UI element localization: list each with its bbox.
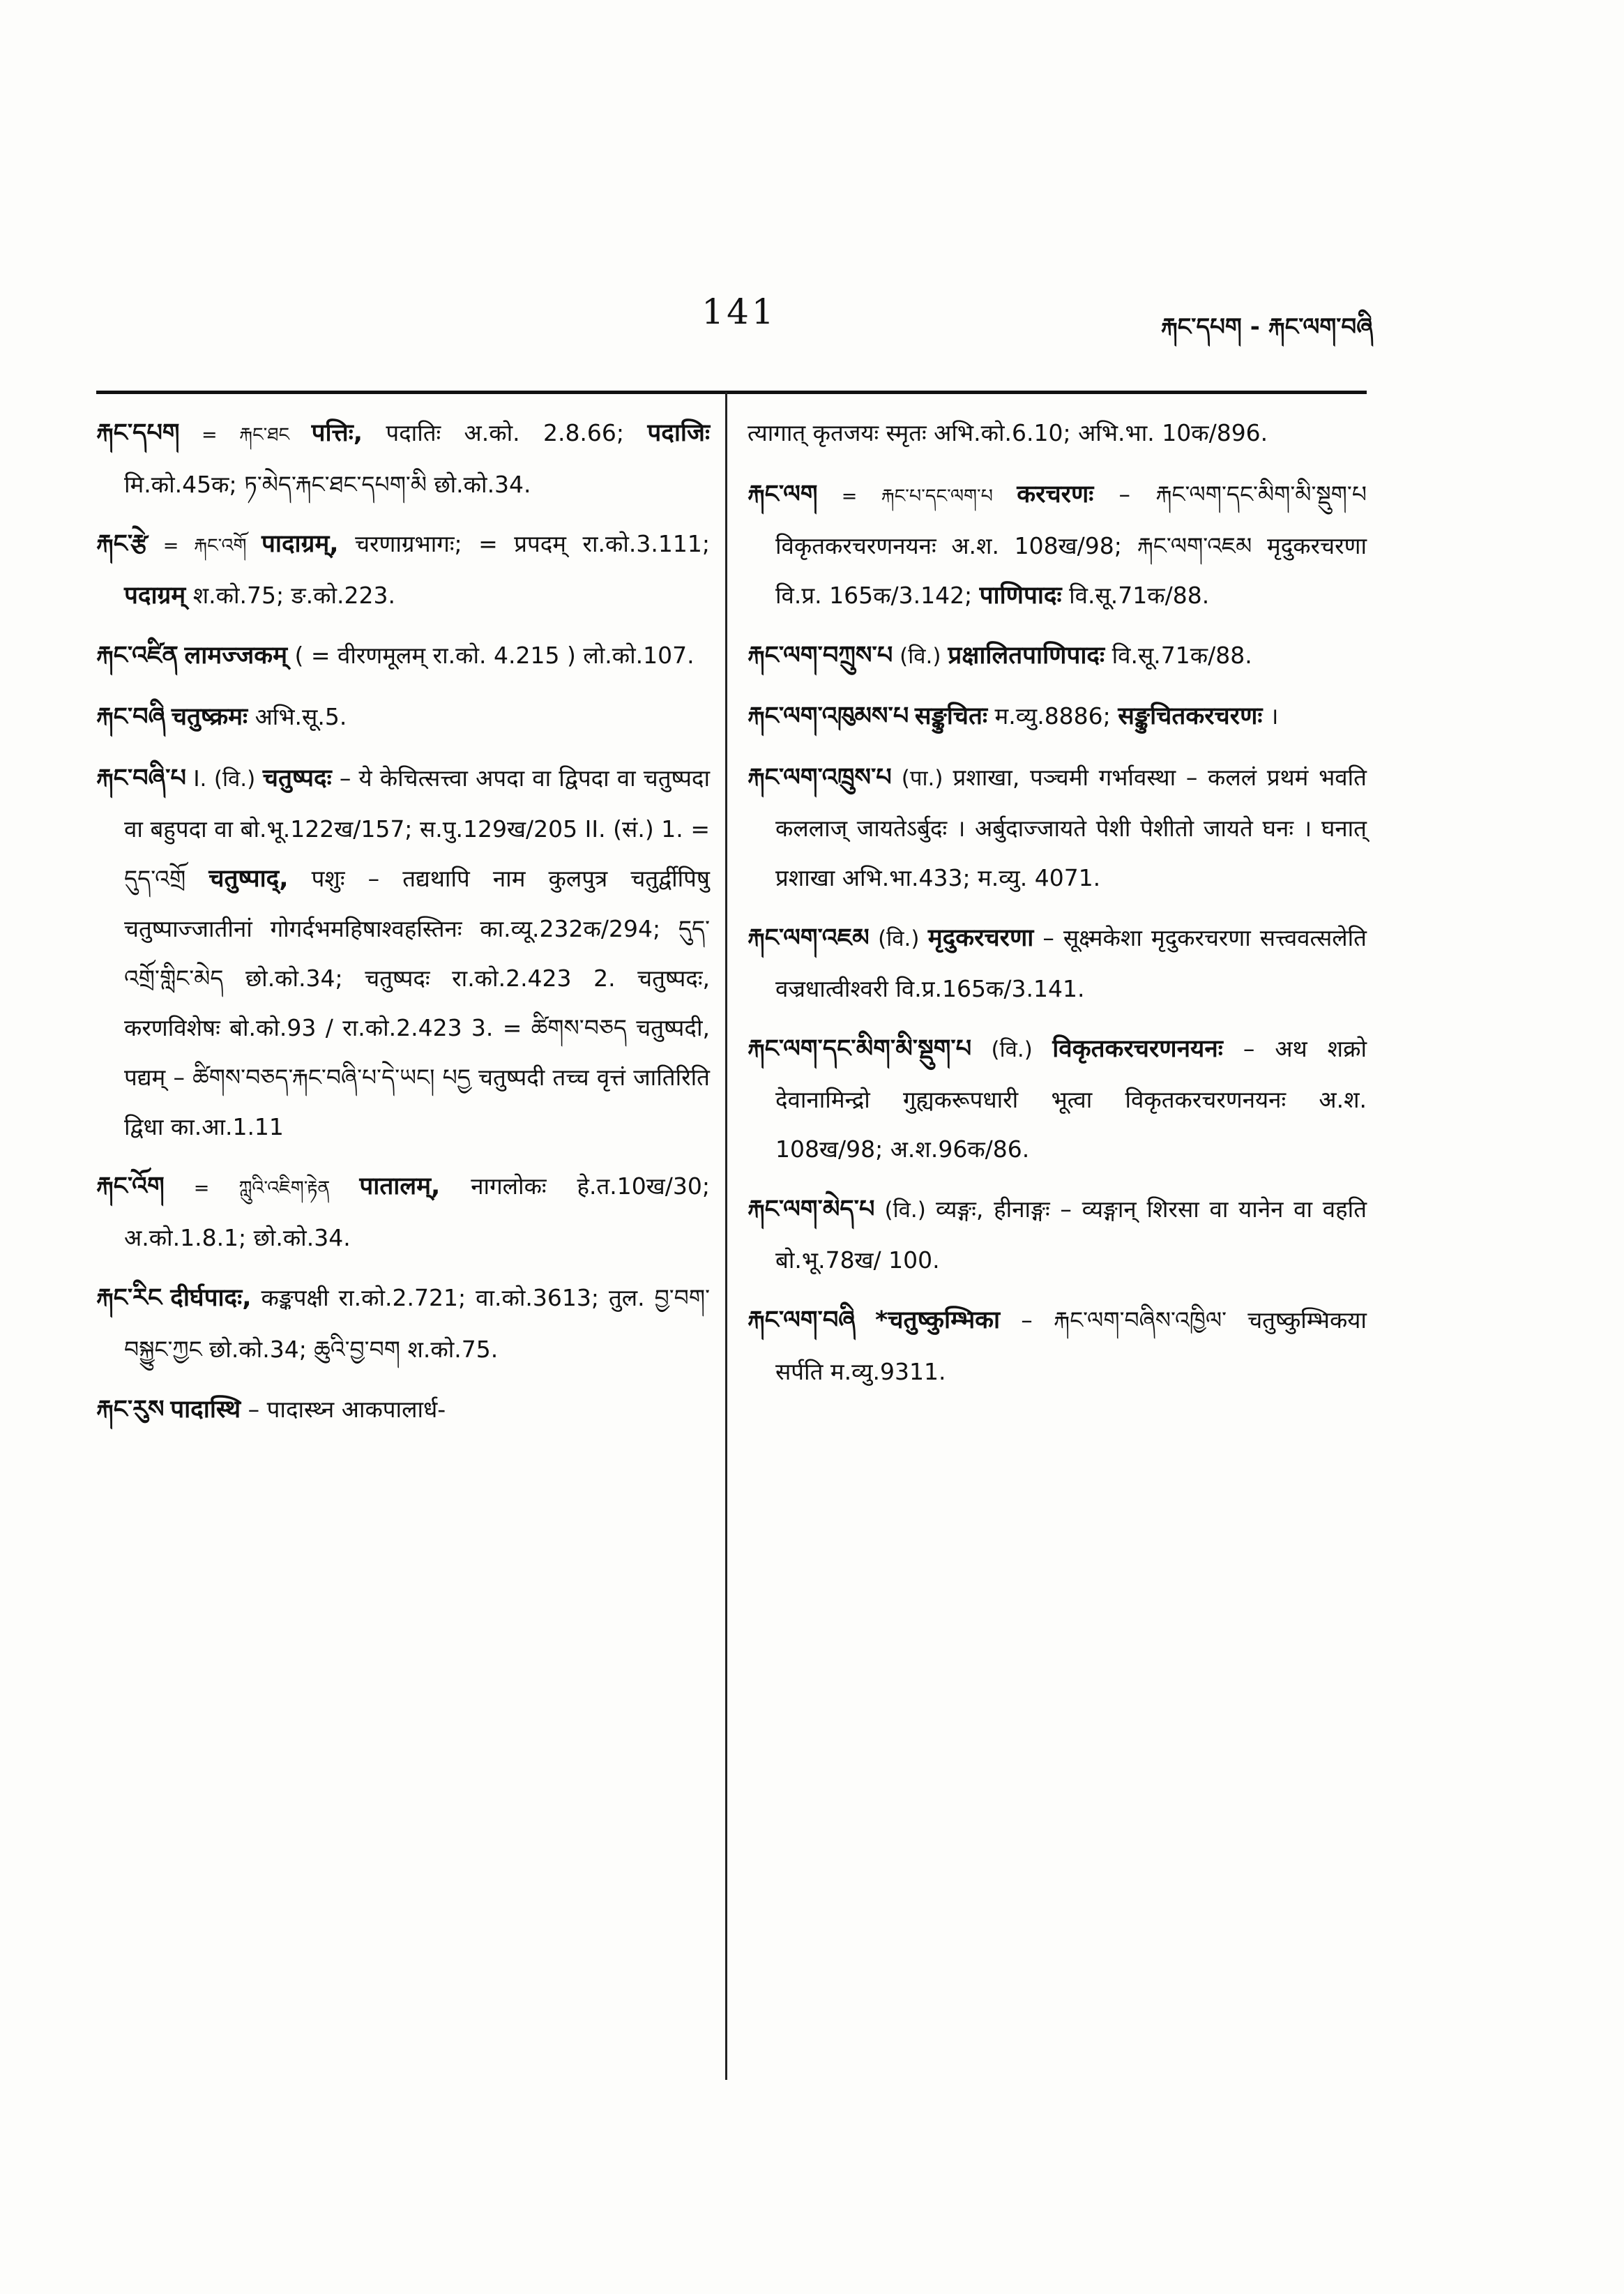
headword: རྐང་ལག་མེད་པ [748,1195,875,1223]
running-head: རྐང་དཔག - རྐང་ལག་བཞི [1160,313,1373,341]
sanskrit-term: विकृतकरचरणनयनः [1052,1035,1223,1063]
sanskrit-term: पादास्थि [170,1396,241,1424]
entry-part [909,707,915,729]
sanskrit-term: दीर्घपादः, [170,1284,252,1312]
sanskrit-term: चतुष्पदः [262,764,332,792]
headword: རྐང་རིང [96,1284,162,1312]
entry-part: लो.को.107. [583,642,695,669]
entry-part: पदातिः अ.को. 2.8.66; [363,419,648,446]
entry-part: । [1262,702,1279,730]
entry-part [856,1311,875,1333]
headword: རྐང་རྩེ [96,530,149,558]
entry-part: – རྐང་ལག་བཞིས་འཁྱིལ་ चतुष्कुम्भिकया सर्पति म.व्यु.9311. [775,1306,1367,1385]
entry-part: – ये केचित्सत्त्वा अपदा वा द्विपदा वा चतुष्पदा वा बहुपदा वा बो.भू.122ख/157; स.पु.129ख/205 II. (सं.) 1. = དུད་འགྲོ [124,764,711,892]
column-divider [725,392,727,2080]
entry-part: (वि.) [971,1037,1053,1062]
sanskrit-term: सङ्कुचितः [914,702,988,730]
headword: རྐང་ལག་བཞི [748,1306,856,1334]
sanskrit-term: पादाग्रम्, [261,530,339,558]
sanskrit-term: मृदुकरचरणा [927,924,1034,952]
entry-part: – पादास्थ्न आकपालार्ध- [241,1396,446,1423]
dictionary-entry [748,408,1367,460]
entry-part: अभि.सू.5. [248,703,347,730]
entry-part: मि.को.45क; ཏ་མེད་རྐང་ཐང་དཔག་མི छो.को.34. [124,471,531,498]
dictionary-entry [748,469,1367,621]
entry-part: – अथ शक्रो देवानामिन्द्रो गुह्यकरूपधारी भूत्वा विकृतकरचरणनयनः अ.श. 108ख/98; अ.श.96क/86. [775,1035,1367,1163]
headword: རྐང་ལག་བཀྲུས་པ [748,642,893,670]
headword: རྐང་དཔག [96,419,180,447]
dictionary-entry [748,1024,1367,1175]
sanskrit-term: पदाजिः [647,419,711,447]
left-column [96,408,710,1446]
entry-part: चरणाग्रभागः; = प्रपदम् रा.को.3.111; [338,530,710,557]
header-rule [96,391,1367,394]
entry-part [165,1401,171,1422]
dictionary-entry [96,753,710,1152]
sanskrit-term: पदाग्रम् [124,582,186,610]
entry-part: (वि.) [893,644,948,669]
entry-part: – རྐང་ལག་དང་མིག་མི་སྡུག་པ विकृतकरचरणनयनः अ.श. 108ख/98; རྐང་ལག་འཇམ मृदुकरचरणा वि.प्र. 165क/3.142; [775,481,1367,609]
headword: རྐང་འོག [96,1172,165,1200]
entry-part: (वि.) [874,1198,936,1223]
entry-part: वि.सू.71क/88. [1061,582,1210,609]
entry-part: (पा.) [891,766,953,791]
dictionary-entry [748,913,1367,1014]
headword: རྐང་ལག [748,481,818,508]
sanskrit-term: करचरणः [1017,481,1094,508]
headword: རྐང་ལག་འཁྲུས་པ [748,764,892,792]
entry-part: ( = वीरणमूलम् रा.को. 4.215 ) [287,642,584,669]
dictionary-entry [96,692,710,744]
entry-part: = རྐང་ཐང [179,424,312,446]
headword: རྐང་འཛིན [96,642,179,670]
headword: རྐང་ལག་དང་མིག་མི་སྡུག་པ [748,1035,972,1063]
entry-part: प्रशाखा, पञ्चमी गर्भावस्था – कललं प्रथमं भवति कललाज् जायतेऽर्बुदः । अर्बुदाज्जायते पेशी पेशीतो जायते घनः । घनात् प्रशाखा अभि.भा.433; म.व्यु. 4071. [775,764,1367,891]
entry-part [165,708,172,730]
entry-part: कङ्कपक्षी रा.को.2.721; वा.को.3613; तुल. བྱ་བག་བསྐྱུང་ཀྱང छो.को.34; ཆུའི་བྱ་བག श.को.75. [124,1284,710,1363]
entry-part: = རྐང་འགོ [148,535,262,557]
sanskrit-term: *चतुष्कुम्भिका [874,1306,1001,1334]
sanskrit-term: पातालम्, [359,1172,441,1200]
headword: རྐང་རུས [96,1396,165,1424]
entry-part: – सूक्ष्मकेशा मृदुकरचरणा सत्त्ववत्सलेति वज्रधात्वीश्वरी वि.प्र.165क/3.141. [775,924,1367,1002]
headword: རྐང་ལག་འཁུམས་པ [748,702,909,730]
sanskrit-term: सङ्कुचितकरचरणः [1118,702,1263,730]
headword: རྐང་བཞི [96,703,166,731]
sanskrit-term: चतुष्क्रमः [171,703,248,731]
entry-part: त्यागात् कृतजयः स्मृतः अभि.को.6.10; अभि.भा. 10क/896. [748,419,1268,446]
sanskrit-term: लामज्जकम् [184,642,288,670]
entry-part: = ཀླུའི་འཇིག་རྟེན [164,1177,360,1199]
entry-part: श.को.75; ङ.को.223. [185,582,395,609]
sanskrit-term: पत्तिः, [311,419,363,447]
dictionary-entry [748,1295,1367,1397]
sanskrit-term: प्रक्षालितपाणिपादः [948,642,1105,670]
sanskrit-term: पाणिपादः [979,582,1062,610]
entry-part: नागलोकः हे.त.10ख/30; अ.को.1.8.1; छो.को.34. [124,1172,710,1251]
entry-part: (वि.) [869,926,928,951]
dictionary-entry [96,519,710,621]
headword: རྐང་བཞི་པ [96,764,186,792]
dictionary-entry [748,1184,1367,1285]
dictionary-entry [748,691,1367,743]
entry-part: पशुः – तद्यथापि नाम कुलपुत्र चतुर्द्वीपिषु चतुष्पाज्जातीनां गोगर्दभमहिषाश्वहस्तिनः का.व्यू.232क/294; དུད་འགྲོ་གླིང་མེད छो.को.34; चतुष्पदः रा.को.2.423 2. चतुष्पदः, करणविशेषः बो.को.93 / रा.को.2.423 3. = ཚིགས་བཅད चतुष्पदी, पद्यम् – ཚིགས་བཅད་རྐང་བཞི་པ་དེ་ཡང། པདྱ चतुष्पदी तच्च वृत्तं जातिरिति द्विधा का.आ.1.11 [124,865,710,1140]
right-column [748,408,1367,1407]
dictionary-entry [96,1161,710,1263]
dictionary-entry [96,408,710,509]
entry-part: = རྐང་པ་དང་ལག་པ [817,485,1017,507]
entry-part: व्यङ्गः, हीनाङ्गः – व्यङ्गान् शिरसा वा यानेन वा वहति बो.भू.78ख/ 100. [775,1195,1367,1274]
dictionary-entry [96,1384,710,1436]
headword: རྐང་ལག་འཇམ [748,924,870,952]
entry-part: वि.सू.71क/88. [1105,642,1252,669]
dictionary-entry [96,631,710,682]
dictionary-entry [748,753,1367,903]
page-number: 141 [701,292,777,332]
sanskrit-term: चतुष्पाद्, [208,865,289,893]
dictionary-entry [748,631,1367,681]
dictionary-entry [96,1273,710,1375]
entry-part: म.व्यु.8886; [987,702,1118,730]
entry-part: I. (वि.) [185,767,263,792]
entry-part [162,1289,170,1311]
